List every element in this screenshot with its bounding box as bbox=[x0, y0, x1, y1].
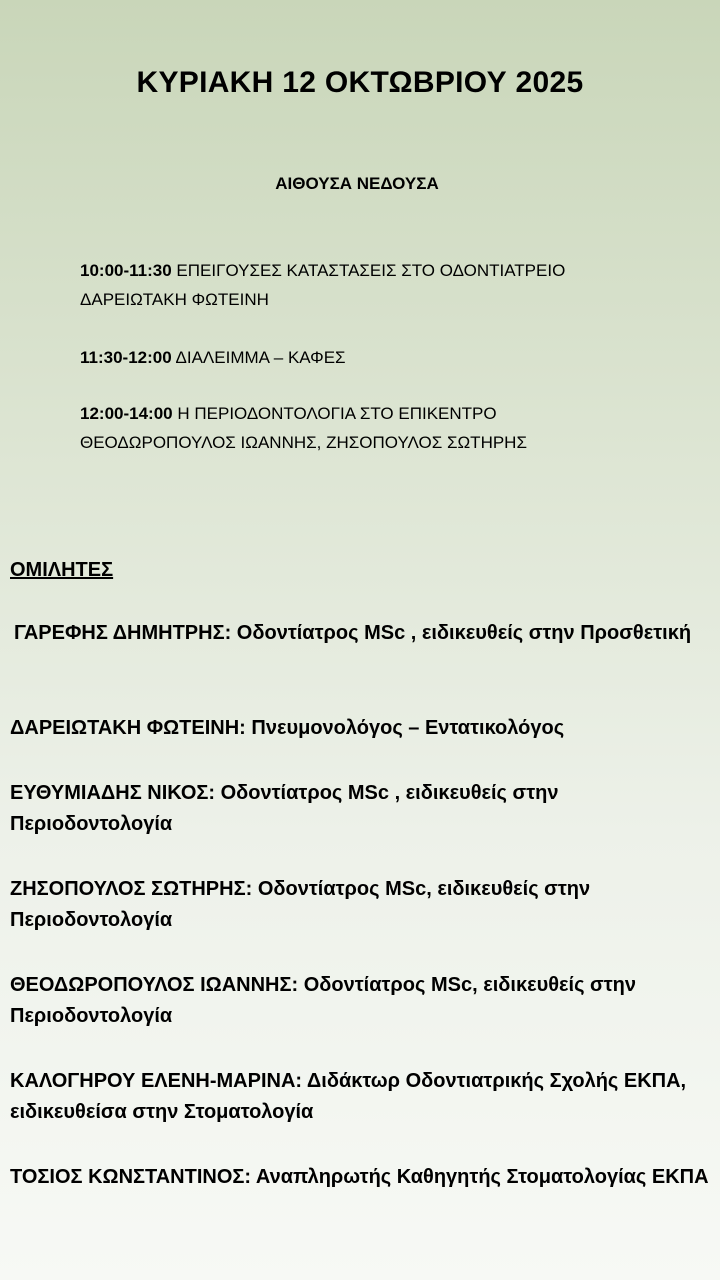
speaker-entry bbox=[10, 1066, 715, 1128]
speaker-entry bbox=[10, 1162, 715, 1193]
speaker-entry bbox=[10, 618, 715, 649]
speaker-name: ΘΕΟΔΩΡΟΠΟΥΛΟΣ ΙΩΑΝΝΗΣ: bbox=[10, 974, 299, 996]
speaker-description: Οδοντίατρος MSc, ειδικευθείς στην Περιοδοντολογία bbox=[10, 878, 591, 931]
speaker-description: Διδάκτωρ Οδοντιατρικής Σχολής ΕΚΠΑ, ειδικευθείσα στην Στοματολογία bbox=[10, 1070, 687, 1123]
speaker-entry bbox=[10, 874, 715, 936]
speaker-entry bbox=[10, 713, 715, 744]
page-title: ΚΥΡΙΑΚΗ 12 ΟΚΤΩΒΡΙΟΥ 2025 bbox=[136, 66, 584, 99]
session-speakers: ΔΑΡΕΙΩΤΑΚΗ ΦΩΤΕΙΝΗ bbox=[80, 290, 269, 309]
speakers-heading: ΟΜΙΛΗΤΕΣ bbox=[10, 559, 114, 581]
speaker-name: ΖΗΣΟΠΟΥΛΟΣ ΣΩΤΗΡΗΣ: bbox=[10, 878, 253, 900]
speaker-description: Οδοντίατρος MSc, ειδικευθείς στην Περιοδοντολογία bbox=[10, 974, 636, 1027]
session-time: 12:00-14:00 bbox=[80, 404, 173, 423]
speaker-name: ΔΑΡΕΙΩΤΑΚΗ ΦΩΤΕΙΝΗ: bbox=[10, 717, 246, 739]
speaker-name: ΕΥΘΥΜΙΑΔΗΣ ΝΙΚΟΣ: bbox=[10, 782, 216, 804]
hall-name: ΑΙΘΟΥΣΑ ΝΕΔΟΥΣΑ bbox=[275, 174, 439, 193]
schedule-item bbox=[80, 256, 565, 314]
session-time: 10:00-11:30 bbox=[80, 261, 172, 280]
speaker-description: Αναπληρωτής Καθηγητής Στοματολογίας ΕΚΠΑ bbox=[255, 1166, 709, 1188]
speaker-entry bbox=[10, 778, 715, 840]
schedule-item bbox=[80, 343, 346, 372]
session-title: ΔΙΑΛΕΙΜΜΑ – ΚΑΦΕΣ bbox=[175, 348, 346, 367]
speaker-name: ΚΑΛΟΓΗΡΟΥ ΕΛΕΝΗ-ΜΑΡΙΝΑ: bbox=[10, 1070, 303, 1092]
session-speakers: ΘΕΟΔΩΡΟΠΟΥΛΟΣ ΙΩΑΝΝΗΣ, ΖΗΣΟΠΟΥΛΟΣ ΣΩΤΗΡΗΣ bbox=[80, 433, 527, 452]
speaker-name: ΤΟΣΙΟΣ ΚΩΝΣΤΑΝΤΙΝΟΣ: bbox=[10, 1166, 252, 1188]
schedule-item bbox=[80, 399, 527, 457]
session-title: Η ΠΕΡΙΟΔΟΝΤΟΛΟΓΙΑ ΣΤΟ ΕΠΙΚΕΝΤΡΟ bbox=[177, 404, 497, 423]
speaker-description: Οδοντίατρος MSc , ειδικευθείς στην Περιοδοντολογία bbox=[10, 782, 559, 835]
session-title: ΕΠΕΙΓΟΥΣΕΣ ΚΑΤΑΣΤΑΣΕΙΣ ΣΤΟ ΟΔΟΝΤΙΑΤΡΕΙΟ bbox=[176, 261, 566, 280]
speaker-description: Πνευμονολόγος – Εντατικολόγος bbox=[251, 717, 565, 739]
speaker-description: Οδοντίατρος MSc , ειδικευθείς στην Προσθετική bbox=[236, 622, 692, 644]
speaker-entry bbox=[10, 970, 715, 1032]
session-time: 11:30-12:00 bbox=[80, 348, 172, 367]
speaker-name: ΓΑΡΕΦΗΣ ΔΗΜΗΤΡΗΣ: bbox=[14, 622, 232, 644]
